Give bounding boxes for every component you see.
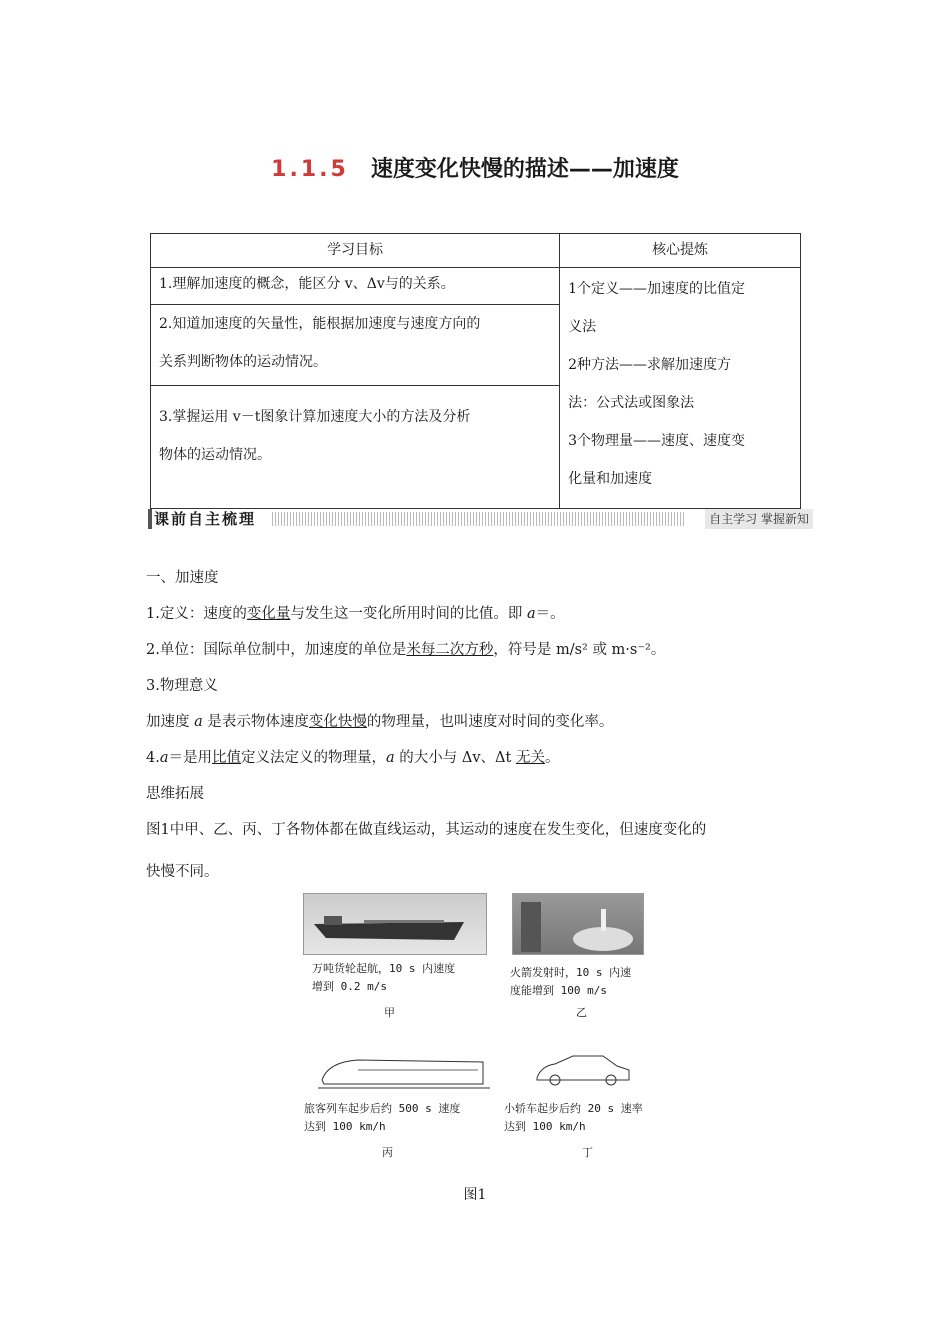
ship-icon [304,894,486,954]
rocket-caption: 火箭发射时，10 s 内速 度能增到 100 m/s [510,966,632,997]
page-title [0,152,950,183]
car-icon [533,1050,638,1090]
core-line: 3个物理量——速度、速度变 [568,433,746,449]
label-yi: 乙 [576,1006,587,1019]
header-objectives: 学习目标 [151,234,560,268]
label-ding: 丁 [582,1146,593,1159]
objective-line: 3.掌握运用 v－t图象计算加速度大小的方法及分析 [159,409,471,425]
ship-caption: 万吨货轮起航，10 s 内速度 增到 0.2 m/s [312,962,456,993]
train-caption: 旅客列车起步后约 500 s 速度 达到 100 km/h [304,1102,461,1133]
core-line: 义法 [568,319,597,335]
thinking-heading: 思维拓展 [146,786,204,802]
heading-acceleration: 一、加速度 [146,570,219,586]
figure-caption: 图1 [463,1187,487,1203]
banner-pattern [272,512,685,526]
definition-line: 1.定义：速度的变化量与发生这一变化所用时间的比值。即 a＝。 [146,606,565,622]
objectives-table [150,233,801,509]
core-line: 化量和加速度 [568,471,653,487]
car-caption: 小轿车起步后约 20 s 速率 达到 100 km/h [504,1102,643,1133]
car-sketch [533,1050,638,1090]
section-number: 1.1.5 [271,157,349,182]
objective-line: 物体的运动情况。 [159,447,271,463]
objective-line: 2.知道加速度的矢量性，能根据加速度与速度方向的 [159,316,481,332]
label-jia: 甲 [384,1006,395,1019]
objective-1: 1.理解加速度的概念，能区分 v、Δv与的关系。 [151,268,560,305]
train-icon [318,1050,490,1092]
rocket-photo [512,893,644,955]
core-line: 法：公式法或图象法 [568,395,695,411]
core-line: 1个定义——加速度的比值定 [568,281,746,297]
intro-line-2: 快慢不同。 [146,864,219,880]
header-core: 核心提炼 [560,234,801,268]
unit-line: 2.单位：国际单位制中，加速度的单位是米每二次方秒，符号是 m/s² 或 m·s⁻²。 [146,642,666,658]
label-bing: 丙 [382,1146,393,1159]
objective-line: 关系判断物体的运动情况。 [159,354,327,370]
core-summary [560,268,801,509]
title-text: 速度变化快慢的描述——加速度 [370,157,679,182]
section-tagline: 自主学习 掌握新知 [705,509,813,529]
objective-2 [151,305,560,386]
ship-photo [303,893,487,955]
train-sketch [318,1050,490,1092]
section-label: 课前自主梳理 [148,509,260,529]
intro-line-1: 图1中甲、乙、丙、丁各物体都在做直线运动，其运动的速度在发生变化，但速度变化的 [146,822,707,838]
meaning-line: 加速度 a 是表示物体速度变化快慢的物理量，也叫速度对时间的变化率。 [146,714,614,730]
ratio-line: 4.a＝是用比值定义法定义的物理量，a 的大小与 Δv、Δt 无关。 [146,750,560,766]
section-banner [148,509,813,529]
objective-3 [151,386,560,509]
rocket-icon [513,894,643,954]
core-line: 2种方法——求解加速度方 [568,357,732,373]
meaning-heading: 3.物理意义 [146,678,218,694]
